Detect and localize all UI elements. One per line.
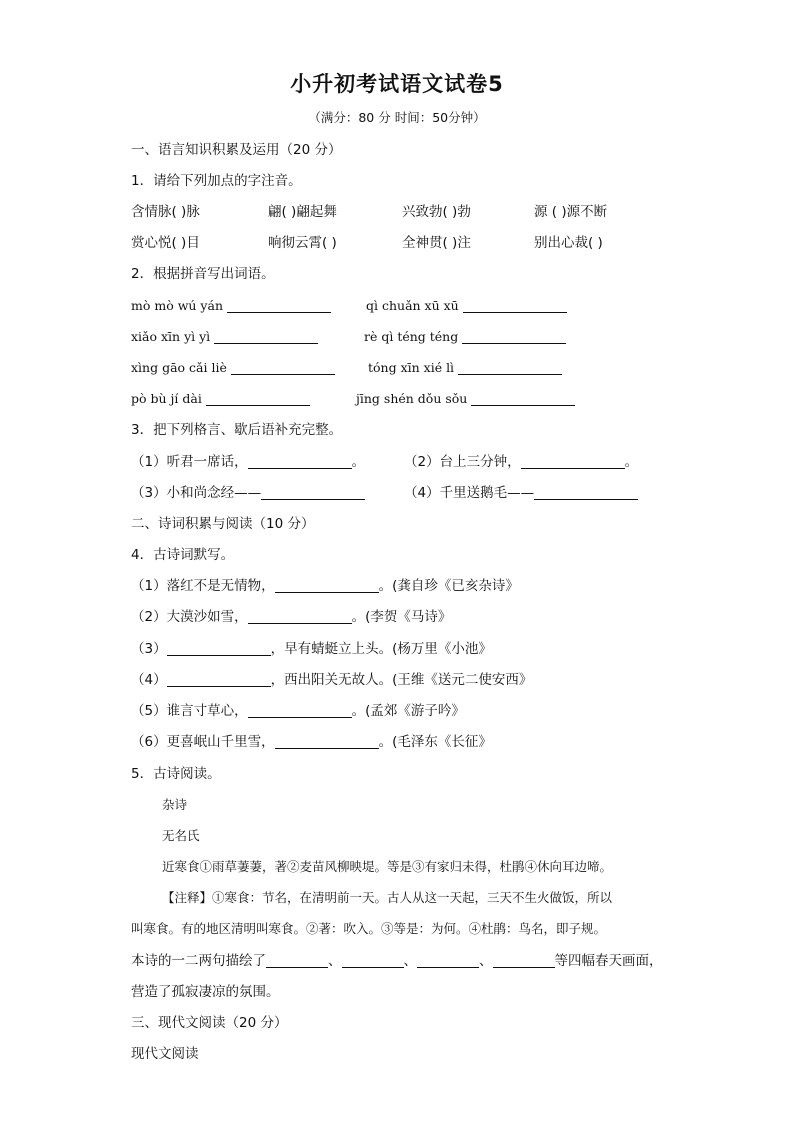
q2-item — [131, 390, 310, 408]
answer-blank[interactable] — [521, 454, 625, 469]
answer-blank[interactable] — [534, 485, 638, 500]
q1-item: 别出心裁( ) — [534, 235, 603, 251]
q3-item: （3）小和尚念经—— — [131, 484, 365, 502]
section1-heading: 一、语言知识积累及运用（20 分） — [131, 142, 342, 158]
q1-prompt: 1．请给下列加点的字注音。 — [131, 173, 302, 189]
q5-prompt: 5．古诗阅读。 — [131, 766, 221, 782]
poem-author: 无名氏 — [162, 828, 200, 843]
answer-blank[interactable] — [493, 953, 555, 968]
answer-blank[interactable] — [458, 360, 562, 375]
q3-item: （1）听君一席话， 。 — [131, 454, 366, 470]
answer-blank[interactable] — [275, 734, 379, 749]
pinyin: mò mò wú yán — [131, 298, 223, 313]
answer-blank[interactable] — [214, 329, 318, 344]
q3-item: （4）千里送鹅毛—— — [404, 484, 638, 502]
q1-item: 赏心悦( )目 — [131, 235, 200, 251]
answer-blank[interactable] — [167, 672, 271, 687]
q2-item — [356, 390, 575, 408]
answer-blank[interactable] — [266, 953, 328, 968]
answer-blank[interactable] — [261, 485, 365, 500]
answer-blank[interactable] — [227, 298, 331, 313]
q2-item — [366, 297, 567, 315]
pinyin: rè qì téng téng — [364, 329, 459, 344]
q4-line: （6）更喜岷山千里雪， 。(毛泽东《长征》 — [131, 734, 492, 750]
q4-line: （2）大漠沙如雪， 。(李贺《马诗》 — [131, 609, 452, 625]
q2-item — [131, 359, 335, 377]
pinyin: pò bù jí dài — [131, 391, 202, 406]
q5-question-cont: 营造了孤寂凄凉的氛围。 — [131, 984, 280, 1000]
answer-blank[interactable] — [342, 953, 404, 968]
q1-item: 响彻云霄( ) — [268, 235, 337, 251]
pinyin: tóng xīn xié lì — [368, 360, 455, 375]
pinyin: xìng gāo cǎi liè — [131, 360, 227, 375]
answer-blank[interactable] — [206, 391, 310, 406]
answer-blank[interactable] — [231, 360, 335, 375]
answer-blank[interactable] — [463, 298, 567, 313]
answer-blank[interactable] — [248, 609, 352, 624]
section3-subheading: 现代文阅读 — [131, 1046, 199, 1062]
q1-item: 兴致勃( )勃 — [402, 204, 471, 220]
answer-blank[interactable] — [471, 391, 575, 406]
pinyin: qì chuǎn xū xū — [366, 298, 459, 313]
q4-line: （1）落红不是无情物， 。(龚自珍《已亥杂诗》 — [131, 578, 519, 594]
poem-text: 近寒食①雨草萋萋，著②麦苗风柳映堤。等是③有家归未得，杜鹃④休向耳边啼。 — [162, 859, 613, 874]
poem-note: 叫寒食。有的地区清明叫寒食。②著：吹入。③等是：为何。④杜鹃：鸟名，即子规。 — [131, 921, 607, 936]
q2-item — [131, 297, 331, 315]
pinyin: xiǎo xīn yì yì — [131, 329, 211, 344]
poem-title: 杂诗 — [162, 797, 188, 812]
q4-line: （5）谁言寸草心， 。(孟郊《游子吟》 — [131, 703, 465, 719]
pinyin: jīng shén dǒu sǒu — [356, 391, 468, 406]
q1-item: 含情脉( )脉 — [131, 204, 200, 220]
q1-item: 源 ( )源不断 — [534, 204, 608, 220]
poem-note: 【注释】①寒食：节名，在清明前一天。古人从这一天起，三天不生火做饭，所以 — [162, 890, 613, 905]
q3-prompt: 3．把下列格言、歇后语补充完整。 — [131, 422, 343, 438]
answer-blank[interactable] — [462, 329, 566, 344]
q4-line: （4） ，西出阳关无故人。(王维《送元二使安西》 — [131, 672, 533, 688]
answer-blank[interactable] — [275, 578, 379, 593]
section3-heading: 三、现代文阅读（20 分） — [131, 1015, 288, 1031]
q4-prompt: 4．古诗词默写。 — [131, 547, 235, 563]
q2-item — [364, 328, 566, 346]
q2-prompt: 2．根据拼音写出词语。 — [131, 266, 275, 282]
q2-item — [368, 359, 562, 377]
q4-line: （3） ，早有蜻蜓立上头。(杨万里《小池》 — [131, 641, 492, 657]
answer-blank[interactable] — [417, 953, 479, 968]
answer-blank[interactable] — [248, 703, 352, 718]
section2-heading: 二、诗词积累与阅读（10 分） — [131, 516, 315, 532]
q1-item: 翩( )翩起舞 — [268, 204, 337, 220]
q2-item — [131, 328, 318, 346]
exam-title: 小升初考试语文试卷5 — [290, 72, 504, 96]
answer-blank[interactable] — [167, 641, 271, 656]
q1-item: 全神贯( )注 — [402, 235, 471, 251]
q5-question: 本诗的一二两句描绘了 、 、 、 等四幅春天画面， — [131, 953, 663, 969]
exam-subtitle: （满分：80 分 时间：50分钟） — [308, 110, 486, 125]
answer-blank[interactable] — [248, 454, 352, 469]
q3-item: （2）台上三分钟， 。 — [404, 454, 639, 470]
